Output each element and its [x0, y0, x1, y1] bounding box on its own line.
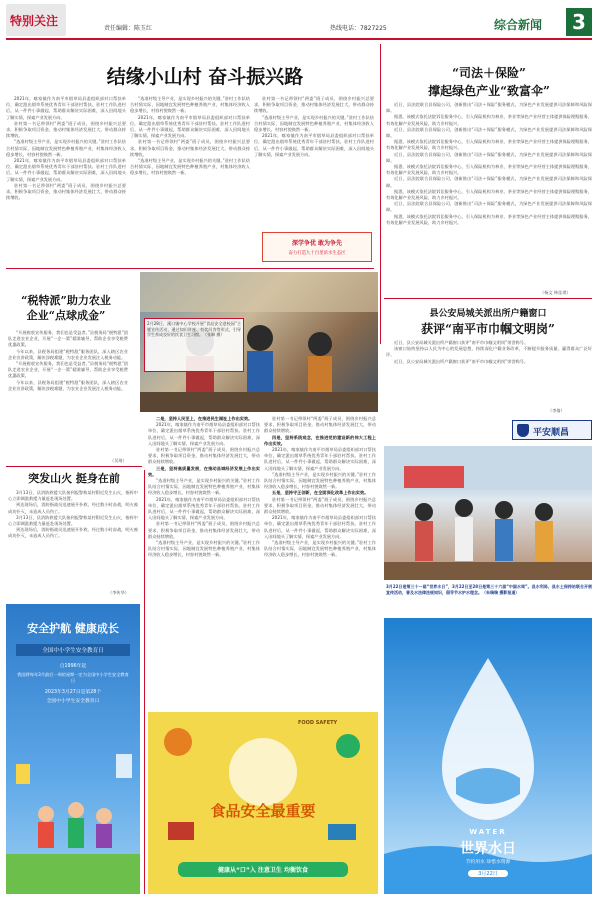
center-para-13: 五是，坚持守正创新，在全面深化改革上作出实效。 [272, 490, 369, 496]
sifa-para-9: 近日，县法院联合县保险公司，创新推出“司法＋保险”服务模式，为绿色产业发展提供司法保障和风险保障。 [386, 201, 592, 213]
center-para-15: 2021年，喀家镇作为南平市烟草局县委组织部对口帮扶单位，确定派出烟草系统优秀青年干部驻村帮扶。驻村工作队进村后，从一件件小事做起，帮助群众解决实际困难，深入田间地头了解实情，探索产业发展方向。 [264, 515, 376, 539]
water-day-photo [384, 446, 592, 580]
water-banner-date: 3月22日 [468, 870, 508, 877]
shuiwu-para-4: 今年以来，县税务局组建“税特派”服务团队，深入辖区农业企业宣讲政策，解决涉税难题，为农业企业发展注入税务动能。 [8, 379, 128, 391]
jianshe-headline-1: 县公安局城关派出所户籍窗口 [429, 309, 547, 319]
center-para-3: 驻村第一书记带领村“两委”班子成员，围绕乡村振兴总要求，积极争取项目资金，推动村集体经济发展壮大，带动群众持续增收。 [148, 447, 260, 465]
safety-banner [6, 604, 140, 894]
sifa-para-5: 近日，县法院联合县保险公司，创新推出“司法＋保险”服务模式，为绿色产业发展提供司法保障和风险保障。 [386, 151, 592, 163]
safety-banner-note4: 全国中小学生安全教育日 [46, 699, 100, 704]
center-para-9: 驻村第一书记带领村“两委”班子成员，围绕乡村振兴总要求，积极争取项目资金，推动村集体经济发展壮大，带动群众持续增收。 [264, 416, 376, 434]
sifa-para-6: 据悉，该模式依托法院诉讼服务中心，引入保险机构为林业、茶业等绿色产业经营主体提供保险理赔服务，有效化解产业发展风险，助力乡村振兴。 [386, 164, 592, 176]
shuiwu-byline: （吴琦） [110, 458, 127, 463]
shuiwu-body [8, 330, 128, 458]
main-para-9: “选准村级主导产业，是实现乡村振兴的关键。”驻村工作队结合村情实际，因地制宜发展特色种植养殖产业，村集体经济收入稳步增长，村容村貌焕然一新。 [254, 114, 374, 133]
safety-banner-illustration [6, 724, 140, 894]
center-para-14: 驻村第一书记带领村“两委”班子成员，围绕乡村振兴总要求，积极争取项目资金，推动村集体经济发展壮大，带动群众持续增收。 [264, 496, 376, 515]
water-banner-subtitle: 节约用水 珍惜水资源 [465, 860, 511, 865]
food-safety-caption: 2月28日，溪口镇中心学校开展“食品安全进校园”主题宣传活动，通过知识讲座、有奖问答等形式，引导学生养成良好的饮食卫生习惯。（张琳 摄） [147, 321, 241, 338]
pingan-banner-text: 平安顺昌 [533, 428, 570, 438]
shanhuo-para-4: 到达现场后，消防指战员迅速展开扑救，经过数小时奋战，明火被成功扑灭，未造成人员伤亡。 [8, 527, 138, 539]
main-article-col2 [130, 96, 250, 264]
shield-icon [517, 424, 529, 437]
food-safety-caption-box [144, 318, 244, 372]
editor-credit: 责任编辑：陈玉红 [104, 25, 153, 32]
shuiwu-para-1: “开展税收宣传服务，我们也是受益者。”县税务局“税特派”团队走进农业企业，开展“一企一策”精准辅导，帮助企业享受税费优惠政策。 [8, 330, 128, 348]
main-para-1-cont: 2021年，喀家镇作为南平市烟草局县委组织部对口帮扶单位，确定派出烟草系统优秀青年干部驻村帮扶。驻村工作队进村后，从一件件小事做起，帮助群众解决实际困难，深入田间地头了解实情，探索产业发展方向。 [6, 158, 126, 182]
center-para-5: “选准村级主导产业，是实现乡村振兴的关键。”驻村工作队结合村情实际，因地制宜发展特色种植养殖产业，村集体经济收入稳步增长，村容村貌焕然一新。 [148, 478, 260, 496]
water-banner-wordmark: WATER [469, 828, 507, 836]
hotline-text: 热线电话：7827225 [330, 25, 387, 32]
rule-after-sifa [384, 298, 592, 299]
food-banner-slogan: 健康从“口”入 注意卫生 均衡饮食 [178, 862, 348, 877]
water-banner [384, 618, 592, 894]
main-para-4: “选准村级主导产业，是实现乡村振兴的关键。”驻村工作队结合村情实际，因地制宜发展特色种植养殖产业，村集体经济收入稳步增长，村容村貌焕然一新。 [130, 96, 250, 114]
safety-banner-title: 安全护航 健康成长 [27, 622, 119, 635]
safety-banner-note3: 2023年3月27日是第28个 [44, 690, 102, 695]
sifa-headline-1: “司法＋保险” [452, 66, 526, 80]
sifa-para-4: 据悉，该模式依托法院诉讼服务中心，引入保险机构为林业、茶业等绿色产业经营主体提供保险理赔服务，有效化解产业发展风险，助力乡村振兴。 [386, 139, 592, 151]
center-para-7: 驻村第一书记带领村“两委”班子成员，围绕乡村振兴总要求，积极争取项目资金，推动村集体经济发展壮大，带动群众持续增收。 [148, 521, 260, 539]
center-para-4: 三是，坚持高质量发展，在推动县域经济发展上作出实效。 [148, 465, 260, 477]
shuiwu-headline-2: 企业“点球成金” [26, 309, 106, 322]
sifa-headline-2: 撑起绿色产业“致富伞” [428, 84, 550, 98]
right-column-divider [380, 44, 381, 344]
main-headline: 结缘小山村 奋斗振兴路 [106, 66, 304, 88]
sifa-para-1: 近日，县法院联合县保险公司，创新推出“司法＋保险”服务模式，为绿色产业发展提供司法保障和风险保障。 [386, 102, 592, 114]
center-para-2: 2021年，喀家镇作为南平市烟草局县委组织部对口帮扶单位，确定派出烟草系统优秀青年干部驻村帮扶。驻村工作队进村后，从一件件小事做起，帮助群众解决实际困难，深入田间地头了解实情，探索产业发展方向。 [148, 422, 260, 446]
jianshe-body [386, 340, 592, 410]
sifa-body [386, 102, 592, 288]
shuiwu-para-3: “开展税收宣传服务，我们也是受益者。”县税务局“税特派”团队走进农业企业，开展“一企一策”精准辅导，帮助企业享受税费优惠政策。 [8, 361, 128, 379]
main-para-3: “选准村级主导产业，是实现乡村振兴的关键。”驻村工作队结合村情实际，因地制宜发展特色种植养殖产业，村集体经济收入稳步增长，村容村貌焕然一新。 [6, 139, 126, 157]
food-banner-tag: FOOD SAFETY [298, 720, 338, 726]
water-day-caption: 3月22日是第三十一届“世界水日”，3月22日至28日是第三十六届“中国水周”。县水利局、县水土保持站联合开展宣传活动，普及水法律法规知识，倡导节水护水理念。（朱瑞瑞 摄影报道） [386, 584, 592, 595]
center-left-divider [144, 470, 145, 894]
center-col-b [264, 416, 376, 702]
section-title: 综合新闻 [494, 18, 543, 32]
jianshe-para-1: 近日，县公安局城关派出所户籍窗口获评“南平市巾帼文明岗”荣誉称号。 [394, 340, 529, 345]
main-para-7: “选准村级主导产业，是实现乡村振兴的关键。”驻村工作队结合村情实际，因地制宜发展特色种植养殖产业，村集体经济收入稳步增长，村容村貌焕然一新。 [130, 158, 250, 176]
banner-green [262, 232, 372, 262]
main-para-6: 驻村第一书记带领村“两委”班子成员，围绕乡村振兴总要求，积极争取项目资金，推动村集体经济发展壮大，带动群众持续增收。 [130, 139, 250, 157]
masthead-rule [6, 38, 592, 40]
main-para-1: 2021年，喀家镇作为南平市烟草局县委组织部对口帮扶单位，确定派出烟草系统优秀青年干部驻村帮扶。驻村工作队进村后，从一件件小事做起，帮助群众解决实际困难，深入田间地头了解实情，探索产业发展方向。 [6, 96, 126, 120]
safety-banner-subtitle: 全国中小学生安全教育日 [16, 644, 130, 656]
shanhuo-para-3: 3月13日，县消防救援大队接到报警称某村附近发生山火，指挥中心立即调派救援力量赶赴现场处置。 [8, 514, 138, 527]
shanhuo-headline: 突发山火 挺身在前 [28, 472, 120, 485]
main-para-10: 2021年，喀家镇作为南平市烟草局县委组织部对口帮扶单位，确定派出烟草系统优秀青年干部驻村帮扶。驻村工作队进村后，从一件件小事做起，帮助群众解决实际困难，深入田间地头了解实情，探索产业发展方向。 [254, 133, 374, 157]
sifa-para-8: 据悉，该模式依托法院诉讼服务中心，引入保险机构为林业、茶业等绿色产业经营主体提供保险理赔服务，有效化解产业发展风险，助力乡村振兴。 [386, 188, 592, 201]
sifa-para-10: 据悉，该模式依托法院诉讼服务中心，引入保险机构为林业、茶业等绿色产业经营主体提供保险理赔服务，有效化解产业发展风险，助力乡村振兴。 [386, 213, 592, 225]
center-para-1: 二是，坚持人民至上，在推进民生福祉上作出实效。 [156, 416, 253, 421]
center-para-16: “选准村级主导产业，是实现乡村振兴的关键。”驻村工作队结合村情实际，因地制宜发展特色种植养殖产业，村集体经济收入稳步增长，村容村貌焕然一新。 [264, 540, 376, 558]
food-banner-title: 食品安全最重要 [210, 802, 316, 820]
banner-green-line2: 奋力打造九十百里滨水生态区 [288, 251, 346, 256]
jianshe-para-2: 该窗口始终坚持以人民为中心的发展思想，持续深化户籍业务改革，不断提升服务质量，赢得群众广泛好评。 [386, 346, 592, 358]
sifa-para-7: 近日，县法院联合县保险公司，创新推出“司法＋保险”服务模式，为绿色产业发展提供司法保障和风险保障。 [386, 176, 592, 188]
center-para-12: “选准村级主导产业，是实现乡村振兴的关键。”驻村工作队结合村情实际，因地制宜发展特色种植养殖产业，村集体经济收入稳步增长，村容村貌焕然一新。 [264, 471, 376, 490]
page-number-box [566, 8, 592, 36]
water-banner-title: 世界水日 [460, 841, 516, 857]
shuiwu-para-2: 今年以来，县税务局组建“税特派”服务团队，深入辖区农业企业宣讲政策，解决涉税难题，为农业企业发展注入税务动能。 [8, 348, 128, 360]
safety-banner-note2: 我国将每年3月最后一周的星期一定为全国中小学生安全教育日 [17, 672, 129, 683]
jianshe-headline-2: 获评“南平市巾帼文明岗” [421, 322, 555, 336]
rule-before-shanhuo [6, 466, 142, 467]
shanhuo-para-2: 到达现场后，消防指战员迅速展开扑救，经过数小时奋战，明火被成功扑灭，未造成人员伤亡。 [8, 502, 138, 514]
masthead-logo-text: 特别关注 [10, 14, 59, 28]
center-para-8: “选准村级主导产业，是实现乡村振兴的关键。”驻村工作队结合村情实际，因地制宜发展特色种植养殖产业，村集体经济收入稳步增长，村容村貌焕然一新。 [148, 540, 260, 558]
center-col-a [148, 416, 260, 702]
main-article-col3 [254, 96, 374, 226]
main-para-2: 驻村第一书记带领村“两委”班子成员，围绕乡村振兴总要求，积极争取项目资金，推动村集体经济发展壮大，带动群众持续增收。 [6, 120, 126, 139]
page-number: 3 [572, 10, 586, 34]
shanhuo-para-1: 3月13日，县消防救援大队接到报警称某村附近发生山火，指挥中心立即调派救援力量赶赴现场处置。 [8, 490, 138, 502]
center-para-6: 2021年，喀家镇作为南平市烟草局县委组织部对口帮扶单位，确定派出烟草系统优秀青年干部驻村帮扶。驻村工作队进村后，从一件件小事做起，帮助群众解决实际困难，深入田间地头了解实情，探索产业发展方向。 [148, 496, 260, 521]
shuiwu-headline-1: “税特派”助力农业 [21, 294, 111, 307]
shanhuo-byline: （李传华） [108, 590, 129, 595]
main-para-5: 2021年，喀家镇作为南平市烟草局县委组织部对口帮扶单位，确定派出烟草系统优秀青年干部驻村帮扶。驻村工作队进村后，从一件件小事做起，帮助群众解决实际困难，深入田间地头了解实情，探索产业发展方向。 [130, 114, 250, 139]
main-article-col1 [6, 96, 126, 264]
pingan-banner [512, 420, 592, 440]
rule-after-main [6, 268, 374, 269]
masthead [0, 0, 600, 42]
masthead-logo [6, 4, 66, 36]
sifa-para-2: 据悉，该模式依托法院诉讼服务中心，引入保险机构为林业、茶业等绿色产业经营主体提供保险理赔服务，有效化解产业发展风险，助力乡村振兴。 [386, 114, 592, 126]
food-banner [148, 712, 378, 894]
sifa-byline: （杨文 林佳琪） [540, 290, 571, 295]
safety-banner-note1: 自1996年起 [59, 664, 87, 669]
main-para-8: 驻村第一书记带领村“两委”班子成员，围绕乡村振兴总要求，积极争取项目资金，推动村集体经济发展壮大，带动群众持续增收。 [254, 96, 374, 114]
jianshe-byline: （李倩） [548, 408, 565, 413]
jianshe-para-3: 近日，县公安局城关派出所户籍窗口获评“南平市巾帼文明岗”荣誉称号。 [394, 358, 529, 364]
center-para-10: 四是，坚持系统观念，在推进党的建设新的伟大工程上作出实效。 [264, 434, 376, 446]
main-para-2-cont: 驻村第一书记带领村“两委”班子成员，围绕乡村振兴总要求，积极争取项目资金，推动村集体经济发展壮大，带动群众持续增收。 [6, 182, 126, 201]
sifa-para-3: 近日，县法院联合县保险公司，创新推出“司法＋保险”服务模式，为绿色产业发展提供司法保障和风险保障。 [386, 126, 592, 139]
water-day-photo-illustration [384, 446, 592, 580]
banner-green-line1: 深学争优 敢为争先 [291, 240, 343, 247]
center-para-11: 2021年，喀家镇作为南平市烟草局县委组织部对口帮扶单位，确定派出烟草系统优秀青年干部驻村帮扶。驻村工作队进村后，从一件件小事做起，帮助群众解决实际困难，深入田间地头了解实情，探索产业发展方向。 [264, 447, 376, 471]
shanhuo-body [8, 490, 138, 590]
